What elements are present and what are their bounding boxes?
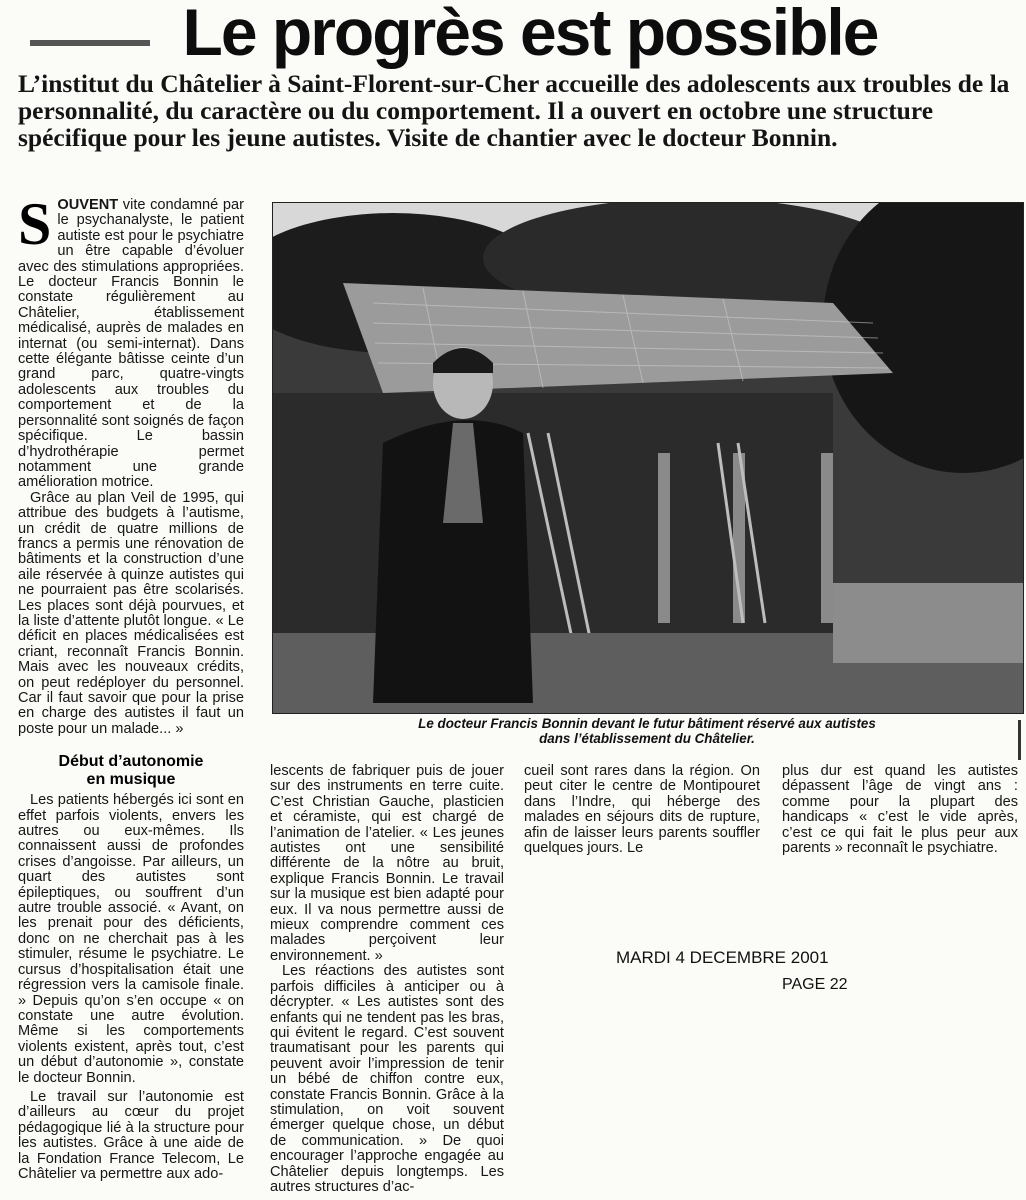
subhead-line-1: Début d’autonomie [58, 753, 204, 771]
header-rule [30, 40, 150, 46]
column-3 [524, 764, 760, 856]
margin-mark [1018, 720, 1021, 760]
paragraph-plan-veil: Grâce au plan Veil de 1995, qui attribue des budgets à l’autisme, un crédit de quatre millions de francs a permis une rénovation de bâtiments et la construction d’une aile réservée à quinze autistes qui ne pourraient pas être scolarisés. Les places sont déjà pourvues, et la liste d’attente plutôt longue. « Le déficit en places médicalisées est criant, reconnaît Francis Bonnin. Mais avec les nouveaux crédits, on peut redéployer du personnel. Car il faut savoir que pour la prise en charge des autistes il faut un poste pour un malade... » [18, 489, 244, 737]
paragraph-structures: cueil sont rares dans la région. On peut citer le centre de Montipouret dans l’Indre, qui héberge des malades en séjours dits de rupture, afin de laisser leurs parents souffler quelques jours. Le [524, 763, 760, 857]
paragraph-reactions: Les réactions des autistes sont parfois difficiles à anticiper ou à décrypter. « Les autistes sont des enfants qui ne tendent pas les bras, qui évitent le regard. C’est souvent traumatisant pour les parents qui peuvent avoir l’impression de tenir un bébé de chiffon contre eux, constate Francis Bonnin. Grâce à la stimulation, on voit souvent émerger quelque chose, un début de communication. » De quoi encourager l’approche engagée au Châtelier depuis longtemps. Les autres structures d’ac- [270, 963, 504, 1195]
paragraph-vingt-ans: plus dur est quand les autistes dépassent l’âge de vingt ans : comme pour la plupart des handicaps « c’est le vide après, c’est ce qui fait le plus peur aux parents » reconnaît le psychiatre. [782, 763, 1018, 857]
deck-paragraph: L’institut du Châtelier à Saint-Florent-sur-Cher accueille des adolescents aux troubles de la personnalité, du caractère ou du comportement. Il a ouvert en octobre une structure spécifique pour les jeune autistes. Visite de chantier avec le docteur Bonnin. [18, 69, 1010, 152]
intro-paragraph [18, 191, 244, 491]
paragraph-musique: lescents de fabriquer puis de jouer sur des instruments en terre cuite. C’est Christian Gauche, plasticien et céramiste, qui est chargé de l’animation de l’atelier. « Les jeunes autistes ont une sensibilité différente de la nôtre au bruit, explique Francis Bonnin. Le travail sur la musique est bien adapté pour eux. Il va nous permettre aussi de mieux comprendre comment ces malades perçoivent leur environnement. » [270, 763, 504, 964]
paragraph-autonomie: Le travail sur l’autonomie est d’ailleurs au cœur du projet pédagogique lié à la structure pour les autistes. Grâce à une aide de la Fondation France Telecom, Le Châtelier va permettre aux ado- [18, 1088, 244, 1182]
paragraph-patients: Les patients hébergés ici sont en effet parfois violents, envers les autres ou eux-mêmes. Ils connaissent aussi de profondes crises d’angoisse. Par ailleurs, un quart des autistes sont épileptiques, ou souffrent d’un autre trouble associé. « Avant, on les prenait pour des déficients, donc on ne cherchait pas à les stimuler, résume le psychiatre. Le cursus d’hospitalisation était une régression vers la camisole finale. » Depuis qu’on s’en occupe « on constate une autre évolution. Même si les comportements violents existent, après tout, c’est un début d’autonomie », constate le docteur Bonnin. [18, 792, 244, 1086]
column-2 [270, 764, 504, 1195]
photo-illustration [273, 203, 1023, 713]
subhead-line-2: en musique [86, 771, 176, 789]
photo-caption-line-2: dans l’établissement du Châtelier. [539, 731, 755, 746]
intro-text: vite condamné par le psychanalyste, le patient autiste est pour le psychiatre un être capable d’évoluer avec des stimulations appropriées. Le docteur Francis Bonnin le constate régulièrement au Châtelier, établissement médicalisé, auprès de malades en internat (ou semi-internat). Dans cette élégante bâtisse ceinte d’un grand parc, quatre-vingts adolescents aux troubles du comportement et de la personnalité sont soignés de façon spécifique. Le bassin d’hydrothérapie permet notamment une grande amélioration motrice. [18, 197, 244, 491]
photo-caption [272, 716, 1022, 746]
drop-cap: S [18, 191, 52, 257]
column-1 [18, 191, 244, 1182]
page-number: PAGE 22 [782, 976, 848, 993]
photo-caption-line-1: Le docteur Francis Bonnin devant le futur bâtiment réservé aux autistes [418, 716, 876, 731]
column-4 [782, 764, 1018, 856]
photo-doctor-construction-site [272, 202, 1024, 714]
lead-word: OUVENT [57, 197, 119, 213]
headline: Le progrès est possible [182, 0, 878, 69]
dateline: MARDI 4 DECEMBRE 2001 [616, 948, 829, 967]
